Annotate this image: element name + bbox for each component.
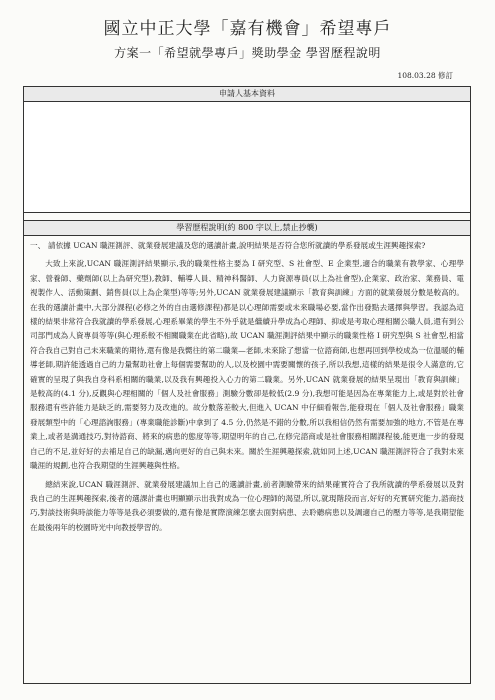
question-number: 一、 [30, 241, 46, 250]
answer-paragraph-1: 大致上來說,UCAN 職涯測評結果顯示,我的職業性格主要為 I 研究型、S 社會型、E 企業型,適合的職業有教學家、心理學家、營養師、藥劑師(以上為研究型),教師、輔導人員、精神科醫師、人力資源專員(以上為社會型),企業家、政治家、業務員、電視製作人、活動策劃、銷售員(以上為企業型)等等;另外,UCAN 就業發展建議顯示「教育與訓練」方面的就業發展分數是較高的。在我的選讀計畫中,大部分課程(必修之外的自由選修課程)都是以心理師需要或未來職場必要,當作出發點去選擇與學習。我認為這樣的結果非常符合我就讀的學系發展,心理系畢業的學生不外乎就是繼續升學成為心理師、抑或是考取心理相關公職人員,還有到公司部門成為人資專員等等(與心理系較不相關職業在此省略),故 UCAN 職涯測評結果中顯示的職業性格 I 研究型與 S 社會型,相當符合我自己對自己未來職業的期待,還有像是我嚮往的第二職業—老師,未來除了想當一位諮商師,也想再回到學校成為一位溫暖的輔導老師,期許能透過自己的力量幫助社會上每個需要幫助的人,以及校園中需要關懷的孩子,所以我想,這樣的結果是很令人滿意的,它確實的呈現了與我自身科系相關的職業,以及我有興趣投入心力的第二職業。另外,UCAN 就業發展的結果呈現出「教育與訓練」是較高的(4.1 分),反觀與心理相關的「個人及社會服務」測驗分數卻是較低(2.9 分),我想可能是因為在專業能力上,或是對於社會服務還有些許能力是缺乏的,需要努力及改進的。故分數落差較大,但進入 UCAN 中仔細看報告,能發現在「個人及社會服務」職業發展類型中的「心理諮詢服務」(專業職能診斷)中拿到了 4.5 分,仍然是不錯的分數,所以我相信仍然有需要加強的地方,不管是在專業上,或者是溝通技巧,對待諮商、將來的病患的態度等等,期望明年的自己,在修完諮商或是社會服務相關課程後,能更進一步的發現自己的不足,並好好的去補足自己的缺漏,邁向更好的自己與未來。關於生涯興趣探索,就如同上述,UCAN 職涯測評符合了我對未來職涯的規劃,也符合我期望的生涯興趣與性格。 [30, 259, 464, 471]
document-subtitle: 方案一「希望就學專戶」獎助學金 學習歷程說明 [114, 46, 381, 60]
form-table [23, 86, 471, 684]
applicant-info-box [24, 102, 470, 213]
question [30, 239, 464, 253]
learning-history-body [24, 236, 470, 535]
revision-date: 108.03.28 修訂 [397, 71, 453, 80]
learning-history-header: 學習歷程說明(約 800 字以上,禁止抄襲) [24, 221, 470, 236]
document-title: 國立中正大學「嘉有機會」希望專戶 [103, 19, 392, 39]
answer-paragraph-2: 總結來說,UCAN 職涯測評、就業發展建議加上自己的選讀計畫,前者測驗帶來的結果確實符合了我所就讀的學系發展以及對我自己的生涯興趣探索,後者的選課計畫也明顯顯示出我對成為一位心理師的渴望,所以,就現階段而言,好好的充實研究能力,諮商技巧,對談技術與時談能力等等是我必須要做的,還有像是實際演練怎麼去面對病患、去聆聽病患以及調適自己的壓力等等,是我期望能在最後兩年的校園時光中向教授學習的。 [30, 479, 464, 532]
applicant-info-header: 申請人基本資料 [24, 87, 470, 102]
section-divider [24, 213, 470, 221]
question-text: 請依據 UCAN 職涯測評、就業發展建議及您的選讀計畫,說明結果是否符合您所就讀的學系發展或生涯興趣探索? [48, 241, 426, 250]
